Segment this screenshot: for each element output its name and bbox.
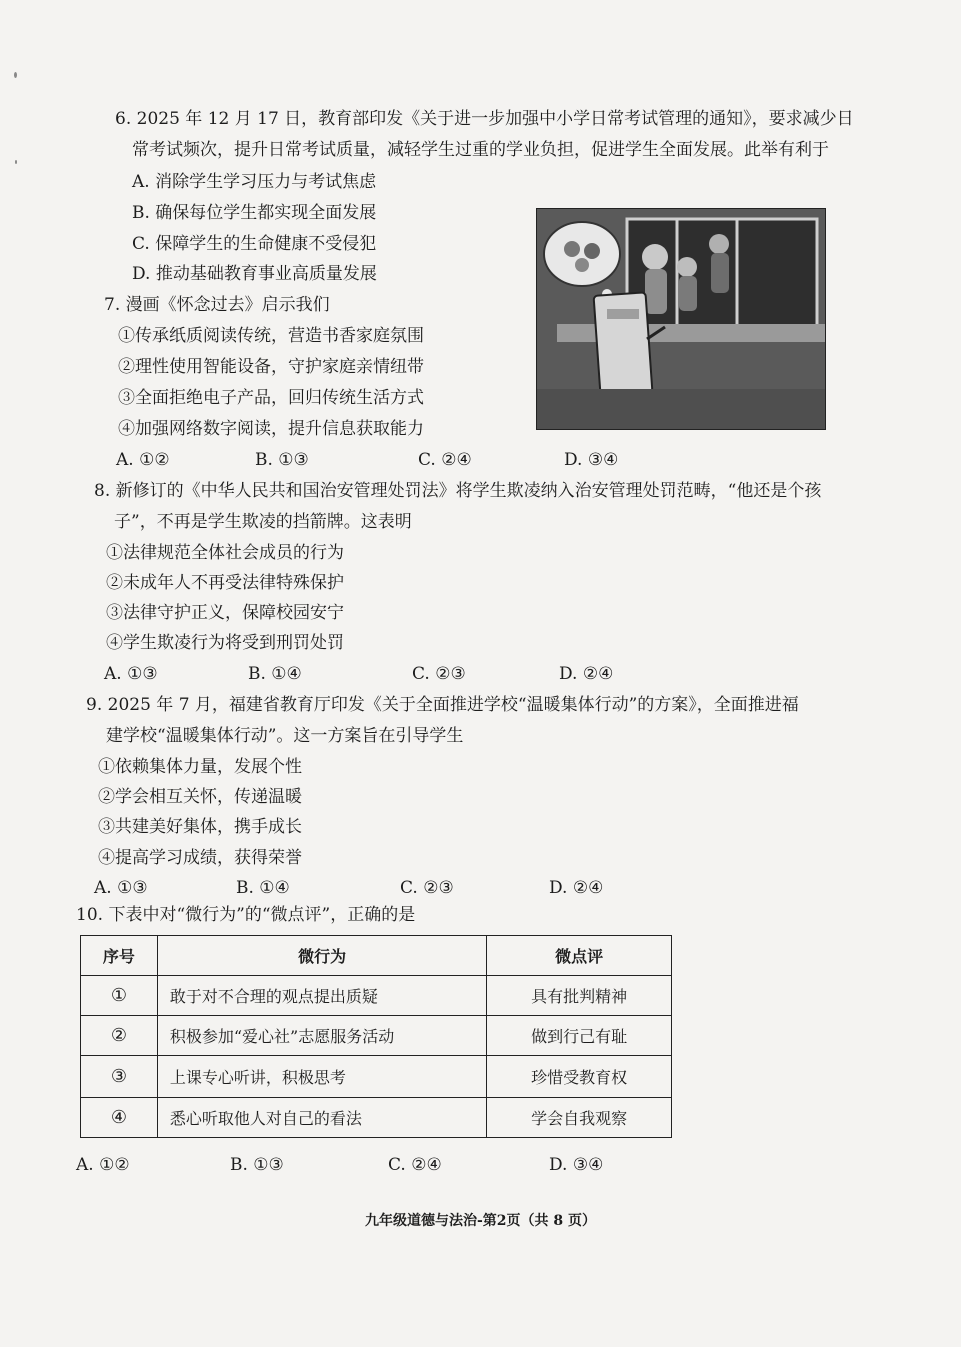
row-number: ④: [81, 1098, 158, 1138]
row-comment: 学会自我观察: [487, 1098, 672, 1138]
q7-option-a: A. ①②: [116, 450, 170, 470]
q8-item-1: ①法律规范全体社会成员的行为: [106, 543, 344, 563]
row-behavior: 悉心听取他人对自己的看法: [157, 1098, 486, 1138]
q6-option-b: B. 确保每位学生都实现全面发展: [132, 203, 377, 223]
q7-stem: 7. 漫画《怀念过去》启示我们: [104, 295, 330, 315]
q8-item-3: ③法律守护正义，保障校园安宁: [106, 603, 344, 623]
q9-item-4: ④提高学习成绩，获得荣誉: [98, 848, 302, 868]
header-behavior: 微行为: [157, 936, 486, 976]
q8-item-2: ②未成年人不再受法律特殊保护: [106, 573, 344, 593]
q9-option-d: D. ②④: [549, 878, 604, 898]
q9-item-1: ①依赖集体力量，发展个性: [98, 757, 302, 777]
table-row: [81, 976, 672, 1016]
q10-option-c: C. ②④: [388, 1155, 442, 1175]
table-header-row: [81, 936, 672, 976]
q9-option-b: B. ①④: [236, 878, 290, 898]
q10-table: [80, 935, 672, 1138]
q6-stem-line2: 常考试频次，提升日常考试质量，减轻学生过重的学业负担，促进学生全面发展。此举有利于: [132, 140, 829, 160]
row-behavior: 积极参加“爱心社”志愿服务活动: [157, 1016, 486, 1056]
row-behavior: 敢于对不合理的观点提出质疑: [157, 976, 486, 1016]
q8-option-d: D. ②④: [559, 664, 614, 684]
q10-stem: 10. 下表中对“微行为”的“微点评”，正确的是: [76, 905, 416, 925]
q10-option-a: A. ①②: [76, 1155, 130, 1175]
cartoon-image: [536, 208, 826, 430]
q8-option-a: A. ①③: [104, 664, 158, 684]
q7-option-b: B. ①③: [255, 450, 309, 470]
q8-options: [104, 662, 644, 686]
q8-option-c: C. ②③: [412, 664, 466, 684]
q7-option-c: C. ②④: [418, 450, 472, 470]
q6-option-a: A. 消除学生学习压力与考试焦虑: [132, 172, 377, 192]
row-behavior: 上课专心听讲，积极思考: [157, 1056, 486, 1098]
q6-option-c: C. 保障学生的生命健康不受侵犯: [132, 234, 377, 254]
q10-option-d: D. ③④: [549, 1155, 604, 1175]
q7-item-1: ①传承纸质阅读传统，营造书香家庭氛围: [118, 326, 424, 346]
row-number: ①: [81, 976, 158, 1016]
q9-options: [94, 876, 634, 900]
page-footer: 九年级道德与法治-第2页（共 8 页）: [364, 1213, 597, 1229]
q8-item-4: ④学生欺凌行为将受到刑罚处罚: [106, 633, 344, 653]
q9-stem-line2: 建学校“温暖集体行动”。这一方案旨在引导学生: [106, 726, 464, 746]
q6-option-d: D. 推动基础教育事业高质量发展: [132, 264, 377, 284]
scan-speck: [14, 72, 17, 78]
row-number: ③: [81, 1056, 158, 1098]
q8-option-b: B. ①④: [248, 664, 302, 684]
scan-speck: [15, 160, 17, 164]
q6-stem-line1: 6. 2025 年 12 月 17 日，教育部印发《关于进一步加强中小学日常考试管理的通知》，要求减少日: [115, 109, 854, 129]
q8-stem-line1: 8. 新修订的《中华人民共和国治安管理处罚法》将学生欺凌纳入治安管理处罚范畴，“他还是个孩: [94, 481, 822, 501]
q9-option-a: A. ①③: [94, 878, 148, 898]
q9-option-c: C. ②③: [400, 878, 454, 898]
row-number: ②: [81, 1016, 158, 1056]
q7-options: [116, 448, 636, 472]
table-row: [81, 1016, 672, 1056]
header-comment: 微点评: [487, 936, 672, 976]
q10-options: [76, 1153, 636, 1177]
q7-option-d: D. ③④: [564, 450, 619, 470]
q10-option-b: B. ①③: [230, 1155, 284, 1175]
row-comment: 具有批判精神: [487, 976, 672, 1016]
q9-item-3: ③共建美好集体，携手成长: [98, 817, 302, 837]
q9-stem-line1: 9. 2025 年 7 月，福建省教育厅印发《关于全面推进学校“温暖集体行动”的方案》，全面推进福: [86, 695, 799, 715]
q9-item-2: ②学会相互关怀，传递温暖: [98, 787, 302, 807]
row-comment: 做到行己有耻: [487, 1016, 672, 1056]
table-row: [81, 1056, 672, 1098]
q7-item-2: ②理性使用智能设备，守护家庭亲情纽带: [118, 357, 424, 377]
q7-item-4: ④加强网络数字阅读，提升信息获取能力: [118, 419, 424, 439]
cartoon-illustration: [537, 209, 825, 429]
row-comment: 珍惜受教育权: [487, 1056, 672, 1098]
header-number: 序号: [81, 936, 158, 976]
q8-stem-line2: 子”，不再是学生欺凌的挡箭牌。这表明: [114, 512, 412, 532]
q7-item-3: ③全面拒绝电子产品，回归传统生活方式: [118, 388, 424, 408]
table-row: [81, 1098, 672, 1138]
